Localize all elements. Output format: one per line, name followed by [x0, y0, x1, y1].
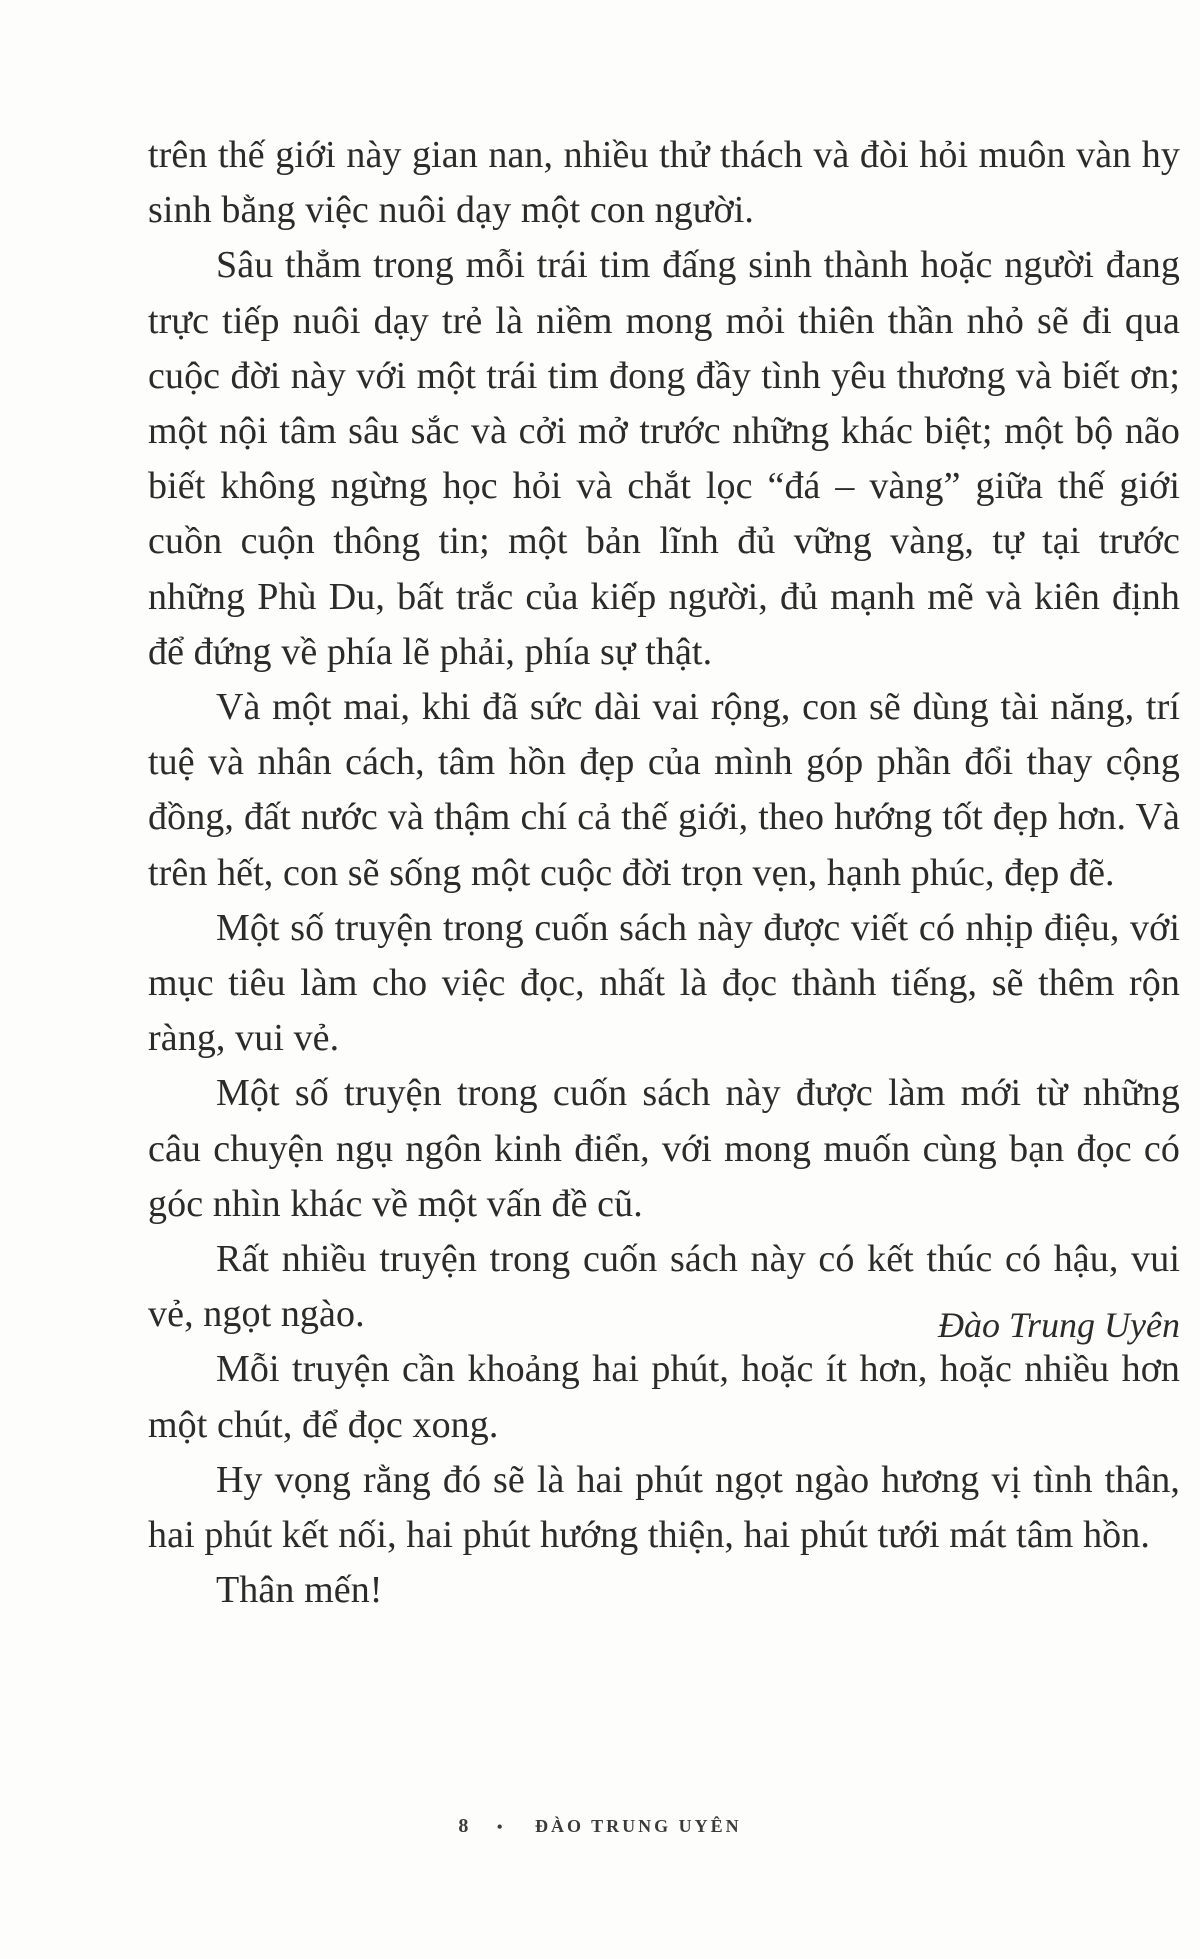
- page-number: 8: [458, 1815, 471, 1837]
- paragraph-wish: Hy vọng rằng đó sẽ là hai phút ngọt ngào hương vị tình thân, hai phút kết nối, hai phút hướng thiện, hai phút tưới mát tâm hồn.: [148, 1458, 1180, 1557]
- paragraph-endings: Rất nhiều truyện trong cuốn sách này có kết thúc có hậu, vui vẻ, ngọt ngào.: [148, 1238, 1180, 1336]
- page-footer: [0, 1815, 1200, 1838]
- paragraph-duration: Mỗi truyện cần khoảng hai phút, hoặc ít hơn, hoặc nhiều hơn một chút, để đọc xong.: [148, 1348, 1180, 1446]
- author-signature: Đào Trung Uyên: [938, 1305, 1180, 1345]
- paragraph-continuation: trên thế giới này gian nan, nhiều thử thách và đòi hỏi muôn vàn hy sinh bằng việc nuôi dạy một con người.: [148, 134, 1180, 232]
- running-head: ĐÀO TRUNG UYÊN: [534, 1816, 742, 1836]
- bullet-separator-icon: •: [496, 1819, 505, 1836]
- body-text: [148, 128, 1180, 1618]
- paragraph-hopes: Sâu thẳm trong mỗi trái tim đấng sinh thành hoặc người đang trực tiếp nuôi dạy trẻ là niềm mong mỏi thiên thần nhỏ sẽ đi qua cuộc đời này với một trái tim đong đầy tình yêu thương và biết ơn; một nội tâm sâu sắc và cởi mở trước những khác biệt; một bộ não biết không ngừng học hỏi và chắt lọc “đá – vàng” giữa thế giới cuồn cuộn thông tin; một bản lĩnh đủ vững vàng, tự tại trước những Phù Du, bất trắc của kiếp người, đủ mạnh mẽ và kiên định để đứng về phía lẽ phải, phía sự thật.: [148, 244, 1180, 673]
- paragraph-future: Và một mai, khi đã sức dài vai rộng, con sẽ dùng tài năng, trí tuệ và nhân cách, tâm hồn đẹp của mình góp phần đổi thay cộng đồng, đất nước và thậm chí cả thế giới, theo hướng tốt đẹp hơn. Và trên hết, con sẽ sống một cuộc đời trọn vẹn, hạnh phúc, đẹp đẽ.: [148, 686, 1180, 894]
- paragraph-fables: Một số truyện trong cuốn sách này được làm mới từ những câu chuyện ngụ ngôn kinh điển, với mong muốn cùng bạn đọc có góc nhìn khác về một vấn đề cũ.: [148, 1072, 1180, 1225]
- paragraph-rhythm: Một số truyện trong cuốn sách này được viết có nhịp điệu, với mục tiêu làm cho việc đọc, nhất là đọc thành tiếng, sẽ thêm rộn ràng, vui vẻ.: [148, 906, 1180, 1060]
- closing-greeting: Thân mến!: [216, 1569, 383, 1612]
